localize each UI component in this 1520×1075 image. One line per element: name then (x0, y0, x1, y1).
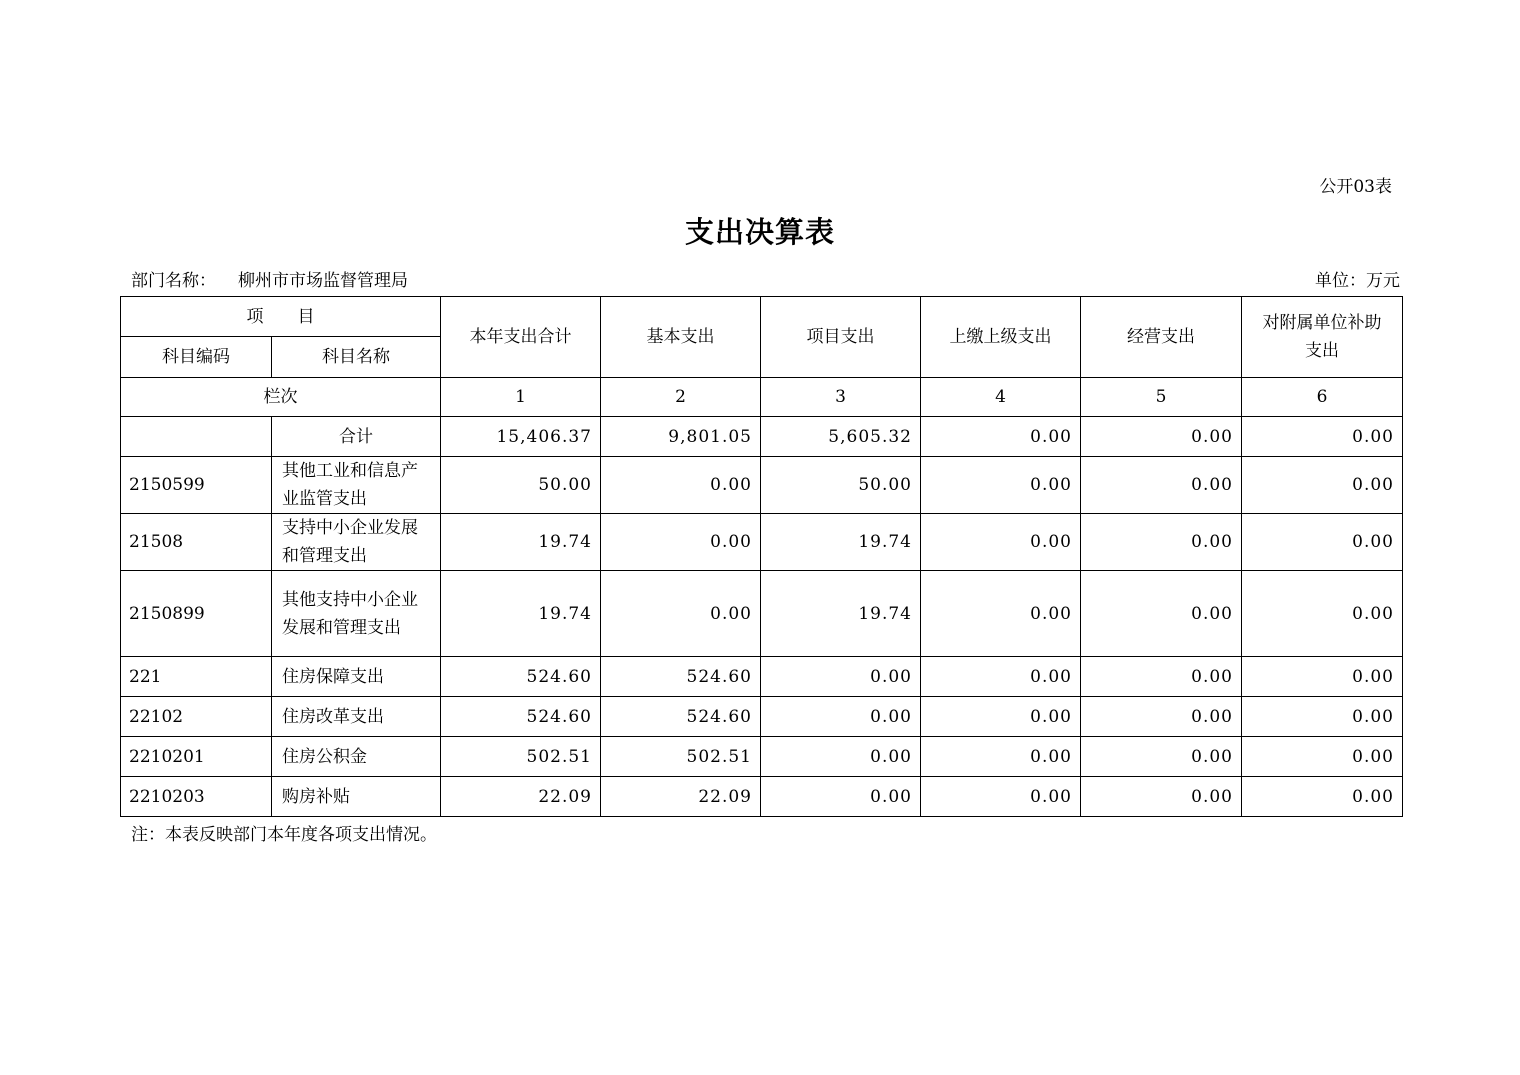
row-value: 524.60 (441, 697, 601, 737)
row-code: 221 (121, 657, 272, 697)
row-value: 19.74 (441, 514, 601, 571)
row-value: 0.00 (1081, 417, 1242, 457)
row-code: 2210203 (121, 777, 272, 817)
expenditure-table (120, 296, 1403, 817)
row-value: 0.00 (761, 777, 921, 817)
unit-label: 单位：万元 (1315, 271, 1400, 291)
row-value: 0.00 (921, 697, 1081, 737)
row-value: 0.00 (761, 737, 921, 777)
department-label: 部门名称： (131, 271, 216, 291)
row-value: 0.00 (921, 417, 1081, 457)
row-value: 50.00 (761, 457, 921, 514)
row-value: 502.51 (601, 737, 761, 777)
row-code: 22102 (121, 697, 272, 737)
row-value: 0.00 (1081, 457, 1242, 514)
form-number: 公开03表 (1319, 177, 1392, 197)
row-value: 0.00 (1081, 514, 1242, 571)
table-row (121, 417, 1403, 457)
column-number: 5 (1081, 378, 1242, 417)
row-value: 502.51 (441, 737, 601, 777)
table-row (121, 737, 1403, 777)
row-value: 22.09 (601, 777, 761, 817)
column-number: 1 (441, 378, 601, 417)
header-code: 科目编码 (121, 337, 272, 378)
table-row (121, 457, 1403, 514)
page-title: 支出决算表 (684, 215, 835, 249)
row-value: 0.00 (1242, 737, 1403, 777)
header-subsidy: 对附属单位补助支出 (1242, 297, 1403, 378)
row-value: 524.60 (441, 657, 601, 697)
header-total: 本年支出合计 (441, 297, 601, 378)
row-value: 19.74 (761, 571, 921, 657)
row-value: 0.00 (921, 514, 1081, 571)
row-value: 0.00 (1242, 777, 1403, 817)
row-value: 0.00 (1242, 697, 1403, 737)
row-value: 0.00 (761, 697, 921, 737)
column-number: 6 (1242, 378, 1403, 417)
column-number: 4 (921, 378, 1081, 417)
row-name: 其他工业和信息产业监管支出 (272, 457, 441, 514)
row-code: 2150599 (121, 457, 272, 514)
row-name: 住房改革支出 (272, 697, 441, 737)
row-name: 购房补贴 (272, 777, 441, 817)
row-value: 19.74 (441, 571, 601, 657)
row-value: 0.00 (921, 777, 1081, 817)
department-line (131, 266, 408, 291)
department-name: 柳州市市场监督管理局 (238, 271, 408, 291)
row-value: 0.00 (601, 571, 761, 657)
row-name: 住房公积金 (272, 737, 441, 777)
row-value: 0.00 (921, 657, 1081, 697)
row-value: 19.74 (761, 514, 921, 571)
row-value: 0.00 (1242, 457, 1403, 514)
row-value: 0.00 (1242, 657, 1403, 697)
row-value: 0.00 (921, 571, 1081, 657)
row-value: 0.00 (761, 657, 921, 697)
header-business: 经营支出 (1081, 297, 1242, 378)
table-row (121, 657, 1403, 697)
row-value: 524.60 (601, 697, 761, 737)
row-name: 住房保障支出 (272, 657, 441, 697)
row-value: 50.00 (441, 457, 601, 514)
row-value: 0.00 (1242, 571, 1403, 657)
table-note: 注：本表反映部门本年度各项支出情况。 (131, 825, 437, 845)
row-value: 22.09 (441, 777, 601, 817)
table-row (121, 514, 1403, 571)
row-value: 0.00 (601, 514, 761, 571)
header-column-row: 栏次 (121, 378, 441, 417)
header-superior: 上缴上级支出 (921, 297, 1081, 378)
row-value: 0.00 (921, 457, 1081, 514)
row-value: 5,605.32 (761, 417, 921, 457)
header-name: 科目名称 (272, 337, 441, 378)
row-value: 0.00 (1081, 737, 1242, 777)
row-code: 2150899 (121, 571, 272, 657)
row-code: 21508 (121, 514, 272, 571)
row-value: 0.00 (1081, 697, 1242, 737)
row-value: 0.00 (921, 737, 1081, 777)
header-item: 项 目 (121, 297, 441, 337)
row-code (121, 417, 272, 457)
table-row (121, 777, 1403, 817)
table-row (121, 697, 1403, 737)
table-row (121, 571, 1403, 657)
row-code: 2210201 (121, 737, 272, 777)
row-name: 其他支持中小企业发展和管理支出 (272, 571, 441, 657)
header-basic: 基本支出 (601, 297, 761, 378)
row-value: 0.00 (1242, 417, 1403, 457)
header-project: 项目支出 (761, 297, 921, 378)
row-value: 9,801.05 (601, 417, 761, 457)
row-value: 0.00 (601, 457, 761, 514)
row-value: 15,406.37 (441, 417, 601, 457)
row-value: 0.00 (1081, 657, 1242, 697)
row-value: 524.60 (601, 657, 761, 697)
row-value: 0.00 (1081, 571, 1242, 657)
row-value: 0.00 (1081, 777, 1242, 817)
column-number: 2 (601, 378, 761, 417)
row-value: 0.00 (1242, 514, 1403, 571)
row-name: 合计 (272, 417, 441, 457)
column-number: 3 (761, 378, 921, 417)
row-name: 支持中小企业发展和管理支出 (272, 514, 441, 571)
